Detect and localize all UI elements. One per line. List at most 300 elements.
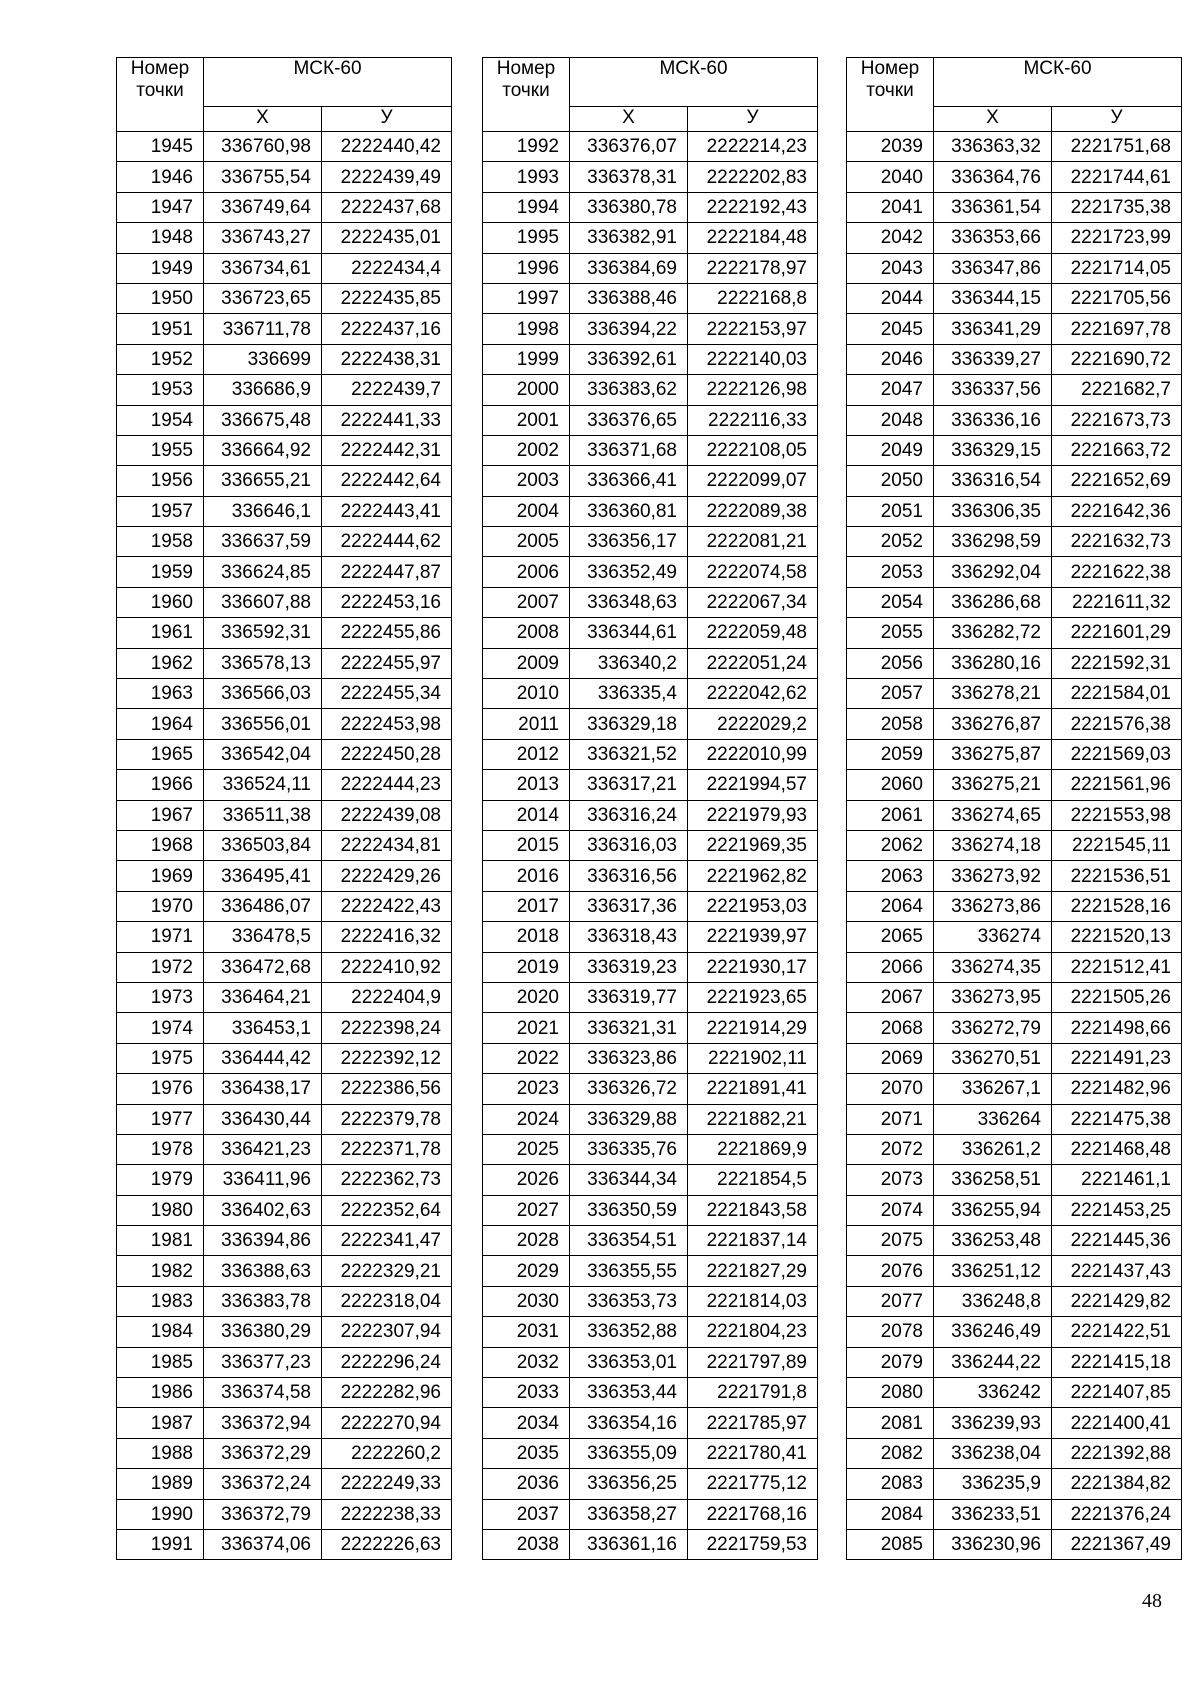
table-row (483, 496, 818, 526)
point-number-cell: 1972 (117, 952, 204, 982)
table-row (483, 1469, 818, 1499)
y-coordinate-cell: 2222422,43 (322, 891, 452, 921)
y-coordinate-cell: 2222435,85 (322, 283, 452, 313)
y-coordinate-cell: 2222455,97 (322, 648, 452, 678)
point-number-cell: 2026 (483, 1165, 570, 1195)
point-number-cell: 2072 (847, 1134, 934, 1164)
y-coordinate-cell: 2222438,31 (322, 344, 452, 374)
table-row (483, 1134, 818, 1164)
table-row (483, 314, 818, 344)
y-coordinate-cell: 2222379,78 (322, 1104, 452, 1134)
x-coordinate-cell: 336380,29 (204, 1317, 322, 1347)
y-coordinate-cell: 2222099,07 (688, 466, 818, 496)
y-coordinate-cell: 2222442,64 (322, 466, 452, 496)
table-row (483, 132, 818, 162)
y-coordinate-cell: 2222108,05 (688, 435, 818, 465)
table-row (847, 162, 1182, 192)
y-coordinate-cell: 2221468,48 (1052, 1134, 1182, 1164)
table-row (483, 344, 818, 374)
point-number-cell: 1979 (117, 1165, 204, 1195)
point-number-cell: 2010 (483, 679, 570, 709)
point-number-cell: 2015 (483, 830, 570, 860)
table-row (483, 648, 818, 678)
y-coordinate-cell: 2222439,7 (322, 375, 452, 405)
x-coordinate-cell: 336275,87 (934, 739, 1052, 769)
x-coordinate-cell: 336340,2 (570, 648, 688, 678)
table-row (847, 1317, 1182, 1347)
y-coordinate-cell: 2221445,36 (1052, 1226, 1182, 1256)
point-number-cell: 1959 (117, 557, 204, 587)
x-coordinate-cell: 336235,9 (934, 1469, 1052, 1499)
point-number-cell: 2055 (847, 618, 934, 648)
y-coordinate-cell: 2221611,32 (1052, 587, 1182, 617)
table-row (847, 1347, 1182, 1377)
point-number-cell: 2059 (847, 739, 934, 769)
point-number-cell: 2056 (847, 648, 934, 678)
x-coordinate-cell: 336276,87 (934, 709, 1052, 739)
point-number-cell: 2021 (483, 1013, 570, 1043)
point-number-cell: 2020 (483, 982, 570, 1012)
y-coordinate-cell: 2221953,03 (688, 891, 818, 921)
point-number-cell: 2048 (847, 405, 934, 435)
point-number-header: Номер точки (117, 58, 204, 132)
x-coordinate-cell: 336350,59 (570, 1195, 688, 1225)
table-row (117, 1226, 452, 1256)
table-row (117, 1347, 452, 1377)
table-row (117, 1317, 452, 1347)
table-row (483, 679, 818, 709)
x-coordinate-cell: 336542,04 (204, 739, 322, 769)
table-row (847, 1043, 1182, 1073)
point-number-cell: 2031 (483, 1317, 570, 1347)
table-row (847, 709, 1182, 739)
x-coordinate-cell: 336353,66 (934, 223, 1052, 253)
table-row (847, 1195, 1182, 1225)
table-row (117, 344, 452, 374)
y-coordinate-cell: 2222249,33 (322, 1469, 452, 1499)
table-row (117, 1074, 452, 1104)
x-coordinate-cell: 336371,68 (570, 435, 688, 465)
point-number-cell: 2057 (847, 679, 934, 709)
table-row (117, 192, 452, 222)
y-coordinate-cell: 2222051,24 (688, 648, 818, 678)
y-coordinate-cell: 2221415,18 (1052, 1347, 1182, 1377)
x-coordinate-cell: 336430,44 (204, 1104, 322, 1134)
point-number-cell: 2073 (847, 1165, 934, 1195)
y-coordinate-cell: 2221837,14 (688, 1226, 818, 1256)
y-coordinate-cell: 2221545,11 (1052, 830, 1182, 860)
table-row (117, 922, 452, 952)
table-row (847, 1134, 1182, 1164)
x-coordinate-cell: 336411,96 (204, 1165, 322, 1195)
table-row (117, 1378, 452, 1408)
y-coordinate-cell: 2221854,5 (688, 1165, 818, 1195)
x-coordinate-cell: 336360,81 (570, 496, 688, 526)
y-coordinate-cell: 2222441,33 (322, 405, 452, 435)
x-coordinate-cell: 336511,38 (204, 800, 322, 830)
point-number-cell: 2069 (847, 1043, 934, 1073)
y-coordinate-cell: 2222126,98 (688, 375, 818, 405)
x-coordinate-cell: 336376,65 (570, 405, 688, 435)
y-coordinate-cell: 2222437,68 (322, 192, 452, 222)
y-coordinate-cell: 2221891,41 (688, 1074, 818, 1104)
point-number-cell: 2064 (847, 891, 934, 921)
y-coordinate-cell: 2222352,64 (322, 1195, 452, 1225)
x-coordinate-cell: 336382,91 (570, 223, 688, 253)
y-coordinate-cell: 2221663,72 (1052, 435, 1182, 465)
x-coordinate-cell: 336298,59 (934, 527, 1052, 557)
y-coordinate-cell: 2221437,43 (1052, 1256, 1182, 1286)
table-row (483, 770, 818, 800)
point-number-cell: 2047 (847, 375, 934, 405)
point-number-cell: 1951 (117, 314, 204, 344)
y-coordinate-cell: 2222089,38 (688, 496, 818, 526)
table-row (117, 1043, 452, 1073)
point-number-cell: 2052 (847, 527, 934, 557)
x-coordinate-cell: 336374,58 (204, 1378, 322, 1408)
table-row (483, 1256, 818, 1286)
x-coordinate-cell: 336372,29 (204, 1438, 322, 1468)
point-number-cell: 1956 (117, 466, 204, 496)
x-coordinate-cell: 336318,43 (570, 922, 688, 952)
point-number-cell: 1998 (483, 314, 570, 344)
y-coordinate-cell: 2221569,03 (1052, 739, 1182, 769)
coordinate-system-header: МСК-60 (204, 58, 452, 107)
point-number-cell: 1994 (483, 192, 570, 222)
point-number-cell: 1948 (117, 223, 204, 253)
y-coordinate-cell: 2221714,05 (1052, 253, 1182, 283)
y-coordinate-cell: 2222042,62 (688, 679, 818, 709)
x-coordinate-cell: 336230,96 (934, 1529, 1052, 1559)
table-row (483, 1226, 818, 1256)
x-coordinate-cell: 336321,52 (570, 739, 688, 769)
x-coordinate-cell: 336380,78 (570, 192, 688, 222)
table-row (483, 162, 818, 192)
point-number-cell: 1991 (117, 1529, 204, 1559)
y-coordinate-cell: 2222410,92 (322, 952, 452, 982)
y-coordinate-cell: 2221869,9 (688, 1134, 818, 1164)
table-row (117, 132, 452, 162)
x-coordinate-cell: 336339,27 (934, 344, 1052, 374)
x-coordinate-cell: 336356,17 (570, 527, 688, 557)
x-coordinate-cell: 336317,36 (570, 891, 688, 921)
table-row (483, 1408, 818, 1438)
y-coordinate-cell: 2221804,23 (688, 1317, 818, 1347)
point-number-cell: 1970 (117, 891, 204, 921)
point-number-cell: 1950 (117, 283, 204, 313)
point-number-cell: 2006 (483, 557, 570, 587)
point-number-cell: 2081 (847, 1408, 934, 1438)
y-coordinate-cell: 2221705,56 (1052, 283, 1182, 313)
point-number-cell: 2028 (483, 1226, 570, 1256)
x-coordinate-cell: 336394,22 (570, 314, 688, 344)
y-coordinate-cell: 2221505,26 (1052, 982, 1182, 1012)
point-number-cell: 2039 (847, 132, 934, 162)
y-coordinate-cell: 2221367,49 (1052, 1529, 1182, 1559)
point-number-cell: 2045 (847, 314, 934, 344)
x-coordinate-cell: 336321,31 (570, 1013, 688, 1043)
table-row (483, 192, 818, 222)
point-number-cell: 1996 (483, 253, 570, 283)
x-coordinate-cell: 336392,61 (570, 344, 688, 374)
table-row (847, 132, 1182, 162)
y-coordinate-cell: 2222168,8 (688, 283, 818, 313)
y-coordinate-cell: 2221994,57 (688, 770, 818, 800)
table-row (117, 1408, 452, 1438)
x-coordinate-cell: 336486,07 (204, 891, 322, 921)
x-coordinate-cell: 336316,24 (570, 800, 688, 830)
x-column-header: Х (934, 107, 1052, 132)
point-number-cell: 2014 (483, 800, 570, 830)
point-number-cell: 2030 (483, 1286, 570, 1316)
point-number-cell: 2037 (483, 1499, 570, 1529)
x-coordinate-cell: 336675,48 (204, 405, 322, 435)
table-row (117, 283, 452, 313)
point-number-cell: 1975 (117, 1043, 204, 1073)
point-number-cell: 2018 (483, 922, 570, 952)
table-row (117, 1529, 452, 1559)
y-coordinate-cell: 2222404,9 (322, 982, 452, 1012)
point-number-cell: 2049 (847, 435, 934, 465)
x-coordinate-cell: 336335,4 (570, 679, 688, 709)
x-coordinate-cell: 336267,1 (934, 1074, 1052, 1104)
table-row (847, 557, 1182, 587)
table-row (483, 466, 818, 496)
x-coordinate-cell: 336438,17 (204, 1074, 322, 1104)
x-coordinate-cell: 336524,11 (204, 770, 322, 800)
table-row (117, 587, 452, 617)
table-row (847, 982, 1182, 1012)
x-coordinate-cell: 336421,23 (204, 1134, 322, 1164)
x-coordinate-cell: 336273,95 (934, 982, 1052, 1012)
x-coordinate-cell: 336354,16 (570, 1408, 688, 1438)
y-coordinate-cell: 2221601,29 (1052, 618, 1182, 648)
x-coordinate-cell: 336372,79 (204, 1499, 322, 1529)
x-coordinate-cell: 336646,1 (204, 496, 322, 526)
x-coordinate-cell: 336353,73 (570, 1286, 688, 1316)
y-coordinate-cell: 2222202,83 (688, 162, 818, 192)
point-number-cell: 2023 (483, 1074, 570, 1104)
table-row (117, 435, 452, 465)
table-row (847, 1165, 1182, 1195)
point-number-cell: 2058 (847, 709, 934, 739)
y-coordinate-cell: 2222081,21 (688, 527, 818, 557)
y-coordinate-cell: 2221482,96 (1052, 1074, 1182, 1104)
y-coordinate-cell: 2222455,34 (322, 679, 452, 709)
point-number-cell: 2067 (847, 982, 934, 1012)
point-number-cell: 1980 (117, 1195, 204, 1225)
point-number-cell: 1955 (117, 435, 204, 465)
y-coordinate-cell: 2222238,33 (322, 1499, 452, 1529)
table-row (117, 1104, 452, 1134)
point-number-cell: 1983 (117, 1286, 204, 1316)
x-coordinate-cell: 336329,18 (570, 709, 688, 739)
table-row (847, 922, 1182, 952)
y-coordinate-cell: 2222067,34 (688, 587, 818, 617)
y-coordinate-cell: 2221979,93 (688, 800, 818, 830)
x-coordinate-cell: 336275,21 (934, 770, 1052, 800)
table-row (483, 739, 818, 769)
y-coordinate-cell: 2221475,38 (1052, 1104, 1182, 1134)
x-coordinate-cell: 336377,23 (204, 1347, 322, 1377)
y-coordinate-cell: 2222444,23 (322, 770, 452, 800)
point-number-cell: 2070 (847, 1074, 934, 1104)
y-coordinate-cell: 2221791,8 (688, 1378, 818, 1408)
coordinates-table-3 (846, 57, 1182, 1560)
point-number-cell: 1954 (117, 405, 204, 435)
table-row (483, 861, 818, 891)
x-coordinate-cell: 336566,03 (204, 679, 322, 709)
x-coordinate-cell: 336344,61 (570, 618, 688, 648)
x-coordinate-cell: 336637,59 (204, 527, 322, 557)
y-coordinate-cell: 2221843,58 (688, 1195, 818, 1225)
table-row (117, 1499, 452, 1529)
table-body (847, 132, 1182, 1560)
y-coordinate-cell: 2221673,73 (1052, 405, 1182, 435)
y-coordinate-cell: 2222453,98 (322, 709, 452, 739)
table-row (483, 557, 818, 587)
point-number-cell: 2044 (847, 283, 934, 313)
x-coordinate-cell: 336699 (204, 344, 322, 374)
y-coordinate-cell: 2221930,17 (688, 952, 818, 982)
table-row (847, 587, 1182, 617)
point-number-cell: 2046 (847, 344, 934, 374)
point-number-cell: 2083 (847, 1469, 934, 1499)
y-coordinate-cell: 2221528,16 (1052, 891, 1182, 921)
x-coordinate-cell: 336378,31 (570, 162, 688, 192)
point-number-cell: 1982 (117, 1256, 204, 1286)
table-row (847, 739, 1182, 769)
point-number-cell: 2003 (483, 466, 570, 496)
y-coordinate-cell: 2221759,53 (688, 1529, 818, 1559)
table-row (847, 405, 1182, 435)
point-number-cell: 1974 (117, 1013, 204, 1043)
table-row (483, 1347, 818, 1377)
point-number-cell: 1989 (117, 1469, 204, 1499)
point-number-cell: 1986 (117, 1378, 204, 1408)
table-row (847, 1438, 1182, 1468)
x-coordinate-cell: 336319,77 (570, 982, 688, 1012)
table-row (483, 435, 818, 465)
y-coordinate-cell: 2222318,04 (322, 1286, 452, 1316)
y-coordinate-cell: 2221690,72 (1052, 344, 1182, 374)
x-coordinate-cell: 336376,07 (570, 132, 688, 162)
table-row (117, 861, 452, 891)
y-coordinate-cell: 2222260,2 (322, 1438, 452, 1468)
table-row (483, 800, 818, 830)
table-row (847, 679, 1182, 709)
table-row (117, 618, 452, 648)
table-row (117, 496, 452, 526)
x-coordinate-cell: 336352,49 (570, 557, 688, 587)
y-coordinate-cell: 2221576,38 (1052, 709, 1182, 739)
x-coordinate-cell: 336372,94 (204, 1408, 322, 1438)
table-row (117, 648, 452, 678)
x-coordinate-cell: 336272,79 (934, 1013, 1052, 1043)
x-coordinate-cell: 336464,21 (204, 982, 322, 1012)
y-coordinate-cell: 2222178,97 (688, 253, 818, 283)
y-coordinate-cell: 2222440,42 (322, 132, 452, 162)
point-number-cell: 2062 (847, 830, 934, 860)
table-row (483, 1438, 818, 1468)
y-coordinate-cell: 2222386,56 (322, 1074, 452, 1104)
point-number-header: Номер точки (847, 58, 934, 132)
y-coordinate-cell: 2221376,24 (1052, 1499, 1182, 1529)
x-coordinate-cell: 336356,25 (570, 1469, 688, 1499)
coordinate-system-header: МСК-60 (570, 58, 818, 107)
y-coordinate-cell: 2222439,49 (322, 162, 452, 192)
point-number-header: Номер точки (483, 58, 570, 132)
table-row (483, 283, 818, 313)
x-coordinate-cell: 336286,68 (934, 587, 1052, 617)
x-coordinate-cell: 336319,23 (570, 952, 688, 982)
point-number-cell: 1978 (117, 1134, 204, 1164)
point-number-cell: 2078 (847, 1317, 934, 1347)
table-row (847, 952, 1182, 982)
x-coordinate-cell: 336270,51 (934, 1043, 1052, 1073)
y-coordinate-cell: 2222270,94 (322, 1408, 452, 1438)
y-coordinate-cell: 2221384,82 (1052, 1469, 1182, 1499)
table-row (483, 1104, 818, 1134)
table-row (117, 1013, 452, 1043)
table-row (117, 405, 452, 435)
point-number-cell: 1949 (117, 253, 204, 283)
point-number-cell: 2012 (483, 739, 570, 769)
y-coordinate-cell: 2221520,13 (1052, 922, 1182, 952)
point-number-cell: 1953 (117, 375, 204, 405)
table-row (847, 648, 1182, 678)
point-number-cell: 2041 (847, 192, 934, 222)
table-row (117, 709, 452, 739)
point-number-cell: 1988 (117, 1438, 204, 1468)
y-coordinate-cell: 2221814,03 (688, 1286, 818, 1316)
point-number-cell: 1990 (117, 1499, 204, 1529)
y-coordinate-cell: 2222429,26 (322, 861, 452, 891)
x-coordinate-cell: 336686,9 (204, 375, 322, 405)
y-coordinate-cell: 2221553,98 (1052, 800, 1182, 830)
table-row (847, 1408, 1182, 1438)
point-number-cell: 2004 (483, 496, 570, 526)
y-coordinate-cell: 2222214,23 (688, 132, 818, 162)
y-coordinate-cell: 2222455,86 (322, 618, 452, 648)
y-coordinate-cell: 2222398,24 (322, 1013, 452, 1043)
y-coordinate-cell: 2222416,32 (322, 922, 452, 952)
x-coordinate-cell: 336361,16 (570, 1529, 688, 1559)
point-number-cell: 2074 (847, 1195, 934, 1225)
x-coordinate-cell: 336238,04 (934, 1438, 1052, 1468)
y-coordinate-cell: 2222442,31 (322, 435, 452, 465)
x-coordinate-cell: 336352,88 (570, 1317, 688, 1347)
table-row (117, 739, 452, 769)
point-number-cell: 2084 (847, 1499, 934, 1529)
y-coordinate-cell: 2221592,31 (1052, 648, 1182, 678)
y-coordinate-cell: 2222116,33 (688, 405, 818, 435)
x-coordinate-cell: 336316,56 (570, 861, 688, 891)
point-number-cell: 2000 (483, 375, 570, 405)
point-number-cell: 2036 (483, 1469, 570, 1499)
point-number-cell: 2060 (847, 770, 934, 800)
point-number-cell: 2013 (483, 770, 570, 800)
x-column-header: Х (570, 107, 688, 132)
table-row (847, 223, 1182, 253)
y-coordinate-cell: 2221461,1 (1052, 1165, 1182, 1195)
y-coordinate-cell: 2221422,51 (1052, 1317, 1182, 1347)
table-row (847, 527, 1182, 557)
y-coordinate-cell: 2222362,73 (322, 1165, 452, 1195)
y-coordinate-cell: 2221962,82 (688, 861, 818, 891)
x-coordinate-cell: 336384,69 (570, 253, 688, 283)
table-row (483, 1013, 818, 1043)
